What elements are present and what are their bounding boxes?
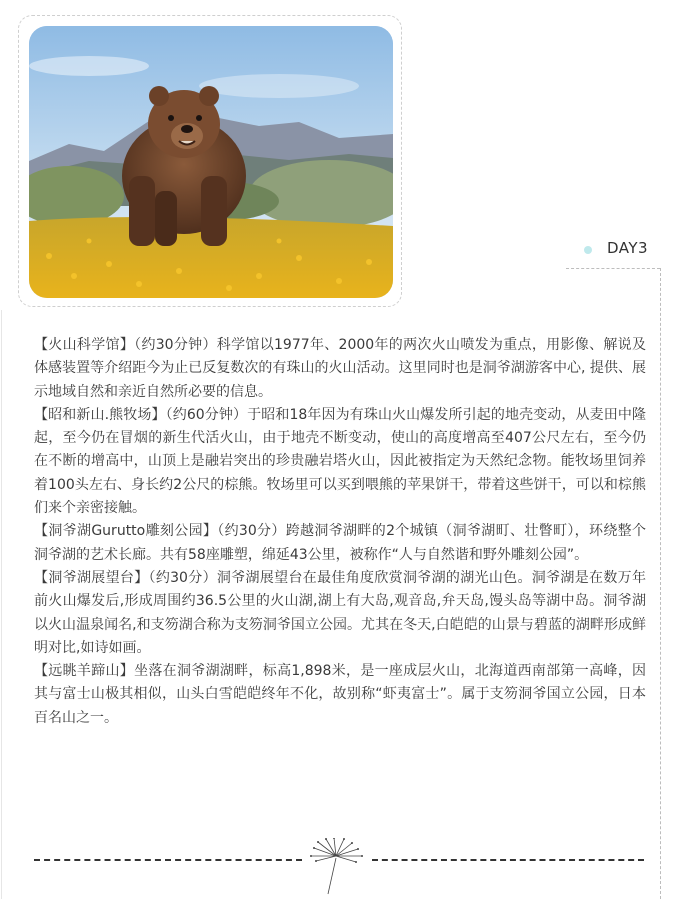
paragraph-mount-yotei-view: 【远眺羊蹄山】坐落在洞爷湖湖畔，标高1,898米，是一座成层火山，北海道西南部第一高峰，因其与富士山极其相似，山头白雪皑皑终年不化，故别称“虾夷富士”。属于支笏洞爷国立公园，日本百名山之一。: [34, 663, 646, 726]
day-top-rail: [566, 268, 660, 269]
dandelion-icon: [306, 838, 368, 896]
day-right-rail: [660, 268, 661, 899]
day-dot-icon: [584, 246, 592, 254]
day-label: DAY3: [607, 239, 649, 257]
paragraph-volcano-science-museum: 【火山科学馆】（约30分钟）科学馆以1977年、2000年的两次火山喷发为重点，用影像、解说及体感装置等介绍距今为止已反复数次的有珠山的火山活动。这里同时也是洞爷湖游客中心, 提供、展示地域自然和亲近自然所必要的信息。: [34, 337, 646, 400]
divider-left-line: [34, 859, 302, 861]
left-border-line: [1, 310, 2, 899]
paragraph-showa-shinzan-bear-ranch: 【昭和新山.熊牧场】（约60分钟）于昭和18年因为有珠山火山爆发所引起的地壳变动，从麦田中隆起，至今仍在冒烟的新生代活火山，由于地壳不断变动，使山的高度增高至407公尺左右，至今仍在不断的增高中，山顶上是融岩突出的珍贵融岩塔火山，因此被指定为天然纪念物。能牧场里饲养着100头左右、身长约2公尺的棕熊。牧场里可以买到喂熊的苹果饼干，带着这些饼干，可以和棕熊们来个亲密接触。: [34, 406, 646, 517]
bear-photo: [29, 26, 393, 298]
itinerary-article: [34, 334, 646, 730]
paragraph-gurutto-sculpture-park: 【洞爷湖Gurutto雕刻公园】（约30分）跨越洞爷湖畔的2个城镇（洞爷湖町、壮瞥町），环绕整个洞爷湖的艺术长廊。共有58座雕塑，绵延43公里，被称作“人与自然谐和野外雕刻公园”。: [34, 523, 646, 563]
paragraph-lake-toya-observatory: 【洞爷湖展望台】（约30分）洞爷湖展望台在最佳角度欣赏洞爷湖的湖光山色。洞爷湖是在数万年前火山爆发后,形成周围约36.5公里的火山湖,湖上有大岛,观音岛,弁天岛,馒头岛等湖中岛。洞爷湖以火山温泉闻名,和支笏湖合称为支笏洞爷国立公园。尤其在冬天,白皑皑的山景与碧蓝的湖畔形成鲜明对比,如诗如画。: [34, 569, 646, 656]
divider-right-line: [372, 859, 644, 861]
